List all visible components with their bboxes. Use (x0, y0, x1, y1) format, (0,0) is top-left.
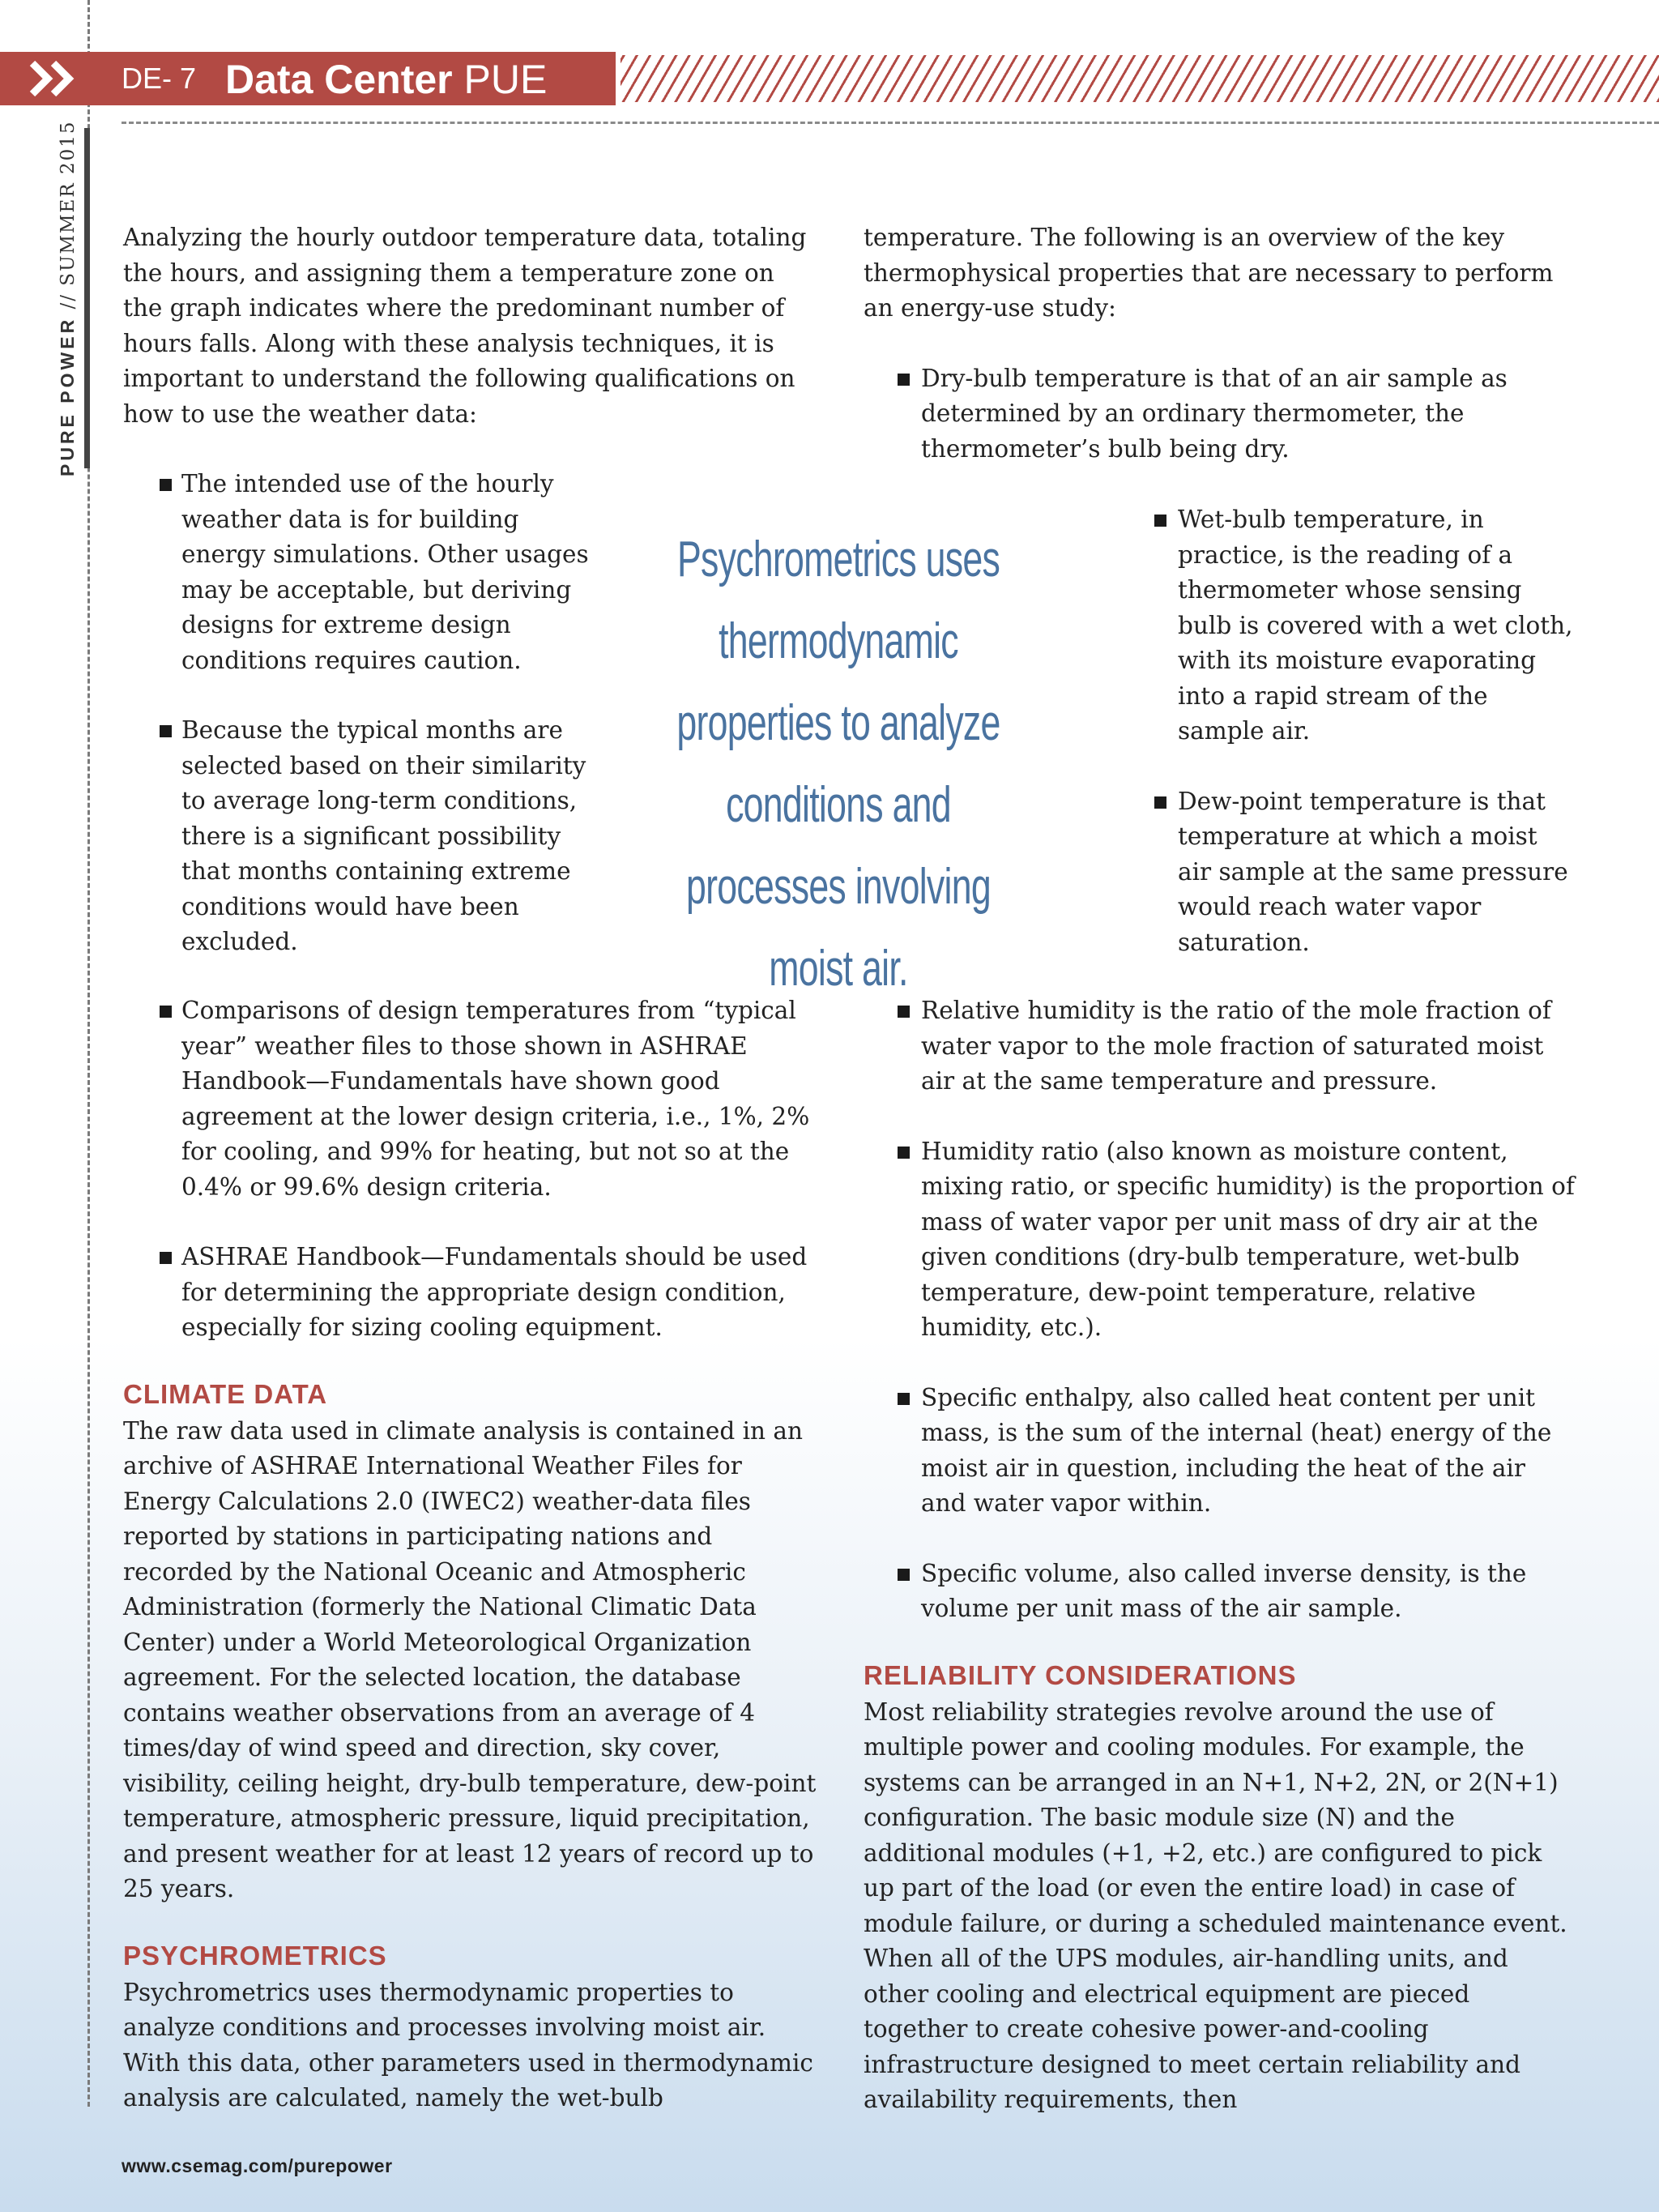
page-header (0, 52, 1659, 105)
right-intro-paragraph: temperature. The following is an overview of the key thermophysical properties that are necessary to perform an energy-use study: (864, 224, 1554, 322)
list-item: Humidity ratio (also known as moisture content, mixing ratio, or specific humidity) is the proportion of mass of water vapor per unit mass of dry air at the given conditions (dry-bulb temperature, wet-bulb temperature, dew-point temperature, relative humidity, etc.). (864, 1134, 1576, 1346)
reliability-paragraph: Most reliability strategies revolve around the use of multiple power and cooling modules. For example, the systems can be arranged in an N+1, N+2, 2N, or 2(N+1) configuration. The basic module size (N) and the additional modules (+1, +2, etc.) are configured to pick up part of the load (or even the entire load) in case of module failure, or during a scheduled maintenance event. When all of the UPS modules, air-handling units, and other cooling and electrical equipment are pieced together to create cohesive power-and-cooling infrastructure designed to meet certain reliability and availability requirements, then (864, 1697, 1567, 2113)
climate-data-heading: CLIMATE DATA (123, 1378, 328, 1409)
right-column-bottom (864, 993, 1576, 2118)
left-bullets-narrow (123, 467, 593, 960)
section-title-bold: Data Center (225, 57, 453, 102)
magazine-name: PURE POWER (57, 316, 78, 476)
list-item: Dry-bulb temperature is that of an air sample as determined by an ordinary thermometer, the thermometer’s bulb being dry. (864, 361, 1576, 468)
right-column-top (864, 220, 1576, 467)
sidebar-accent-bar (84, 128, 90, 468)
left-column-top (123, 220, 816, 432)
list-item: Specific enthalpy, also called heat content per unit mass, is the sum of the internal (heat) energy of the moist air in question, including the heat of the air and water vapor within. (864, 1381, 1576, 1522)
list-item: The intended use of the hourly weather data is for building energy simulations. Other usages may be acceptable, but deriving designs for extreme design conditions requires caution. (123, 467, 593, 678)
list-item: ASHRAE Handbook—Fundamentals should be used for determining the appropriate design condition, especially for sizing cooling equipment. (123, 1240, 826, 1346)
page-number: DE- 7 (122, 62, 197, 95)
double-chevron-icon (26, 52, 91, 105)
reliability-heading: RELIABILITY CONSIDERATIONS (864, 1659, 1297, 1690)
sidebar-issue-label (57, 121, 79, 477)
pull-quote: Psychrometrics uses thermodynamic properties to analyze conditions and processes involving moist air. (676, 532, 1000, 997)
issue-date: // SUMMER 2015 (58, 120, 79, 317)
left-intro-paragraph: Analyzing the hourly outdoor temperature data, totaling the hours, and assigning them a temperature zone on the graph indicates where the predominant number of hours falls. Along with these analysis techniques, it is important to understand the following qualifications on how to use the weather data: (123, 224, 807, 428)
list-item: Because the typical months are selected based on their similarity to average long-term conditions, there is a significant possibility that months containing extreme conditions would have been excluded. (123, 713, 593, 960)
psychrometrics-paragraph: Psychrometrics uses thermodynamic properties to analyze conditions and processes involving moist air. With this data, other parameters used in thermodynamic analysis are calculated, namely the wet-bulb (123, 1978, 813, 2112)
list-item: Relative humidity is the ratio of the mole fraction of water vapor to the mole fraction of saturated moist air at the same temperature and pressure. (864, 993, 1576, 1100)
section-title-light: PUE (452, 57, 548, 102)
right-bullets-narrow (1120, 502, 1576, 960)
climate-data-paragraph: The raw data used in climate analysis is contained in an archive of ASHRAE International Weather Files for Energy Calculations 2.0 (IWEC2) weather-data files reported by stations in participating nations and recorded by the National Oceanic and Atmospheric Administration (formerly the National Climatic Data Center) under a World Meteorological Organization agreement. For the selected location, the database contains weather observations from an average of 4 times/day of wind speed and direction, sky cover, visibility, ceiling height, dry-bulb temperature, dew-point temperature, atmospheric pressure, liquid precipitation, and present weather for at least 12 years of record up to 25 years. (123, 1416, 817, 1902)
list-item: Specific volume, also called inverse density, is the volume per unit mass of the air sample. (864, 1557, 1576, 1627)
list-item: Dew-point temperature is that temperature at which a moist air sample at the same pressure would reach water vapor saturation. (1120, 784, 1576, 961)
psychrometrics-heading: PSYCHROMETRICS (123, 1940, 387, 1971)
list-item: Wet-bulb temperature, in practice, is the reading of a thermometer whose sensing bulb is covered with a wet cloth, with its moisture evaporating into a rapid stream of the sample air. (1120, 502, 1576, 749)
left-column-bottom (123, 993, 826, 2116)
footer-url[interactable]: www.csemag.com/purepower (122, 2155, 393, 2176)
header-divider (122, 122, 1659, 124)
list-item: Comparisons of design temperatures from “typical year” weather files to those shown in ASHRAE Handbook—Fundamentals have shown good agreement at the lower design criteria, i.e., 1%, 2% for cooling, and 99% for heating, but not so at the 0.4% or 99.6% design criteria. (123, 993, 826, 1205)
section-title (225, 56, 547, 103)
header-hatch-pattern (616, 52, 1659, 105)
